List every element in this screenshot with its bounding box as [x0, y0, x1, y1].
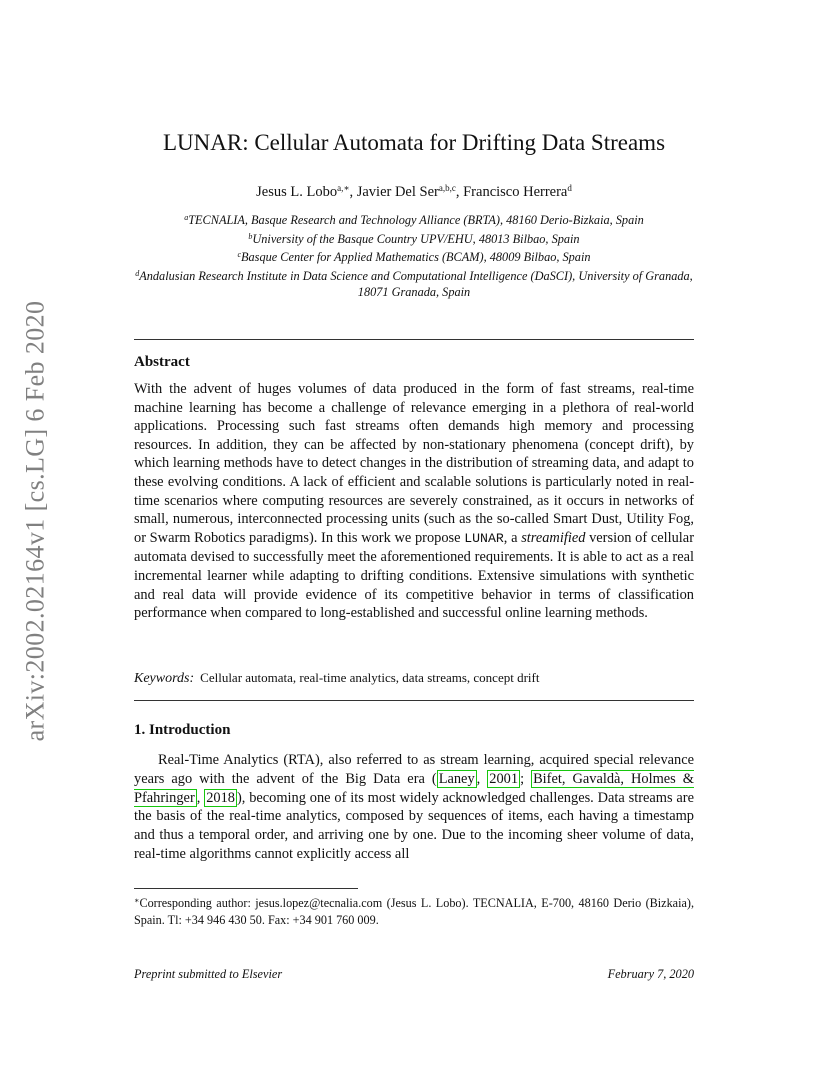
- affiliation-mark: d: [135, 268, 140, 278]
- abstract-heading: Abstract: [134, 354, 190, 370]
- method-name: LUNAR: [464, 530, 504, 546]
- abstract-body: [134, 380, 694, 623]
- abstract-bottom-rule: [134, 700, 694, 701]
- footnote: [134, 893, 694, 928]
- footer-preprint-note: Preprint submitted to Elsevier: [134, 967, 283, 981]
- author-affiliation-mark: d: [567, 183, 572, 193]
- footnote-rule: [134, 888, 358, 889]
- affiliation-mark: c: [237, 250, 242, 259]
- arxiv-identifier: [12, 291, 58, 751]
- keywords-text: Cellular automata, real-time analytics, data streams, concept drift: [200, 670, 540, 685]
- introduction-text: Real-Time Analytics (RTA), also referred to as stream learning, acquired special relevance years ago with the advent of the Big Data era (: [134, 752, 694, 787]
- author-affiliation-mark: a,b,c: [438, 183, 456, 193]
- affiliation-text: Andalusian Research Institute in Data Science and Computational Intelligence (DaSCI), University of Granada, 18071 Granada, Spain: [139, 268, 693, 299]
- citation-link[interactable]: Laney: [438, 770, 475, 787]
- affiliation-text: University of the Basque Country UPV/EHU, 48013 Bilbao, Spain: [252, 231, 580, 246]
- author-separator: ,: [455, 184, 464, 200]
- citation-link[interactable]: 2018: [206, 789, 235, 806]
- abstract-text: version of cellular automata devised to successfully meet the aforementioned requirements. It is able to act as a real incremental learner while adapting to drifting conditions. Extensive simulations with synthetic and real data will provide evidence of its competitive behavior in terms of classification performance when compared to long-established and successful online learning methods.: [134, 529, 694, 622]
- author-name: Javier Del Ser: [356, 184, 439, 200]
- citation-separator: ,: [476, 770, 488, 787]
- introduction-text: ), becoming one of its most widely acknowledged challenges. Data streams are the basis of the real-time analytics, composed by sequences of items, each having a timestamp and thus a temporal order, and arriving one by one. Due to the incoming sheer volume of data, real-time algorithms cannot explicitly access all: [134, 789, 694, 862]
- author-name: Jesus L. Lobo: [256, 184, 338, 200]
- affiliation-text: Basque Center for Applied Mathematics (BCAM), 48009 Bilbao, Spain: [241, 250, 591, 264]
- affiliation-text: TECNALIA, Basque Research and Technology Alliance (BRTA), 48160 Derio-Bizkaia, Spain: [188, 213, 644, 227]
- abstract-top-rule: [134, 339, 694, 340]
- affiliation-list: [134, 210, 694, 301]
- section-heading-introduction: 1. Introduction: [134, 722, 231, 738]
- author-name: Francisco Herrera: [463, 184, 568, 200]
- author-affiliation-mark: a,∗: [337, 183, 350, 193]
- introduction-paragraph: [134, 751, 694, 864]
- author-list: [134, 178, 694, 202]
- citation-link[interactable]: 2001: [489, 770, 519, 787]
- abstract-emphasis: streamified: [521, 529, 586, 546]
- abstract-text: With the advent of huges volumes of data produced in the form of fast streams, real-time machine learning has become a challenge of relevance emerging in a plethora of real-world applications. Processing such fast streams often demands high memory and processing resources. In addition, they can be affected by non-stationary phenomena (concept drift), by which learning methods have to detect changes in the distribution of streaming data, and adapt to these evolving conditions. A lack of efficient and scalable solutions is particularly noted in real-time scenarios where computing resources are severely constrained, as it occurs in networks of small, numerous, interconnected processing units (such as the so-called Smart Dust, Utility Fog, or Swarm Robotics paradigms). In this work we propose: [134, 381, 694, 546]
- footnote-text: Corresponding author: jesus.lopez@tecnalia.com (Jesus L. Lobo). TECNALIA, E-700, 48160 Derio (Bizkaia), Spain. Tl: +34 946 430 50. Fax: +34 901 760 009.: [134, 896, 694, 927]
- affiliation-mark: a: [184, 213, 189, 222]
- paper-title: LUNAR: Cellular Automata for Drifting Data Streams: [162, 130, 666, 155]
- arxiv-identifier-text: arXiv:2002.02164v1 [cs.LG] 6 Feb 2020: [20, 300, 50, 742]
- affiliation-d: [134, 266, 694, 301]
- keywords-line: [134, 669, 694, 688]
- citation-separator: ;: [520, 770, 532, 787]
- affiliation-mark: b: [248, 231, 253, 241]
- abstract-text: , a: [503, 529, 522, 546]
- footer-date: February 7, 2020: [607, 967, 694, 981]
- footnote-mark: ∗: [134, 896, 140, 905]
- citation-separator: ,: [196, 789, 205, 806]
- citation-link[interactable]: Bifet, Gavaldà, Holmes & Pfahringer: [134, 770, 694, 806]
- keywords-label: Keywords:: [134, 671, 195, 686]
- affiliation-a: [134, 210, 694, 229]
- affiliation-c: [134, 247, 694, 266]
- affiliation-b: [134, 229, 694, 248]
- author-separator: ,: [349, 184, 357, 200]
